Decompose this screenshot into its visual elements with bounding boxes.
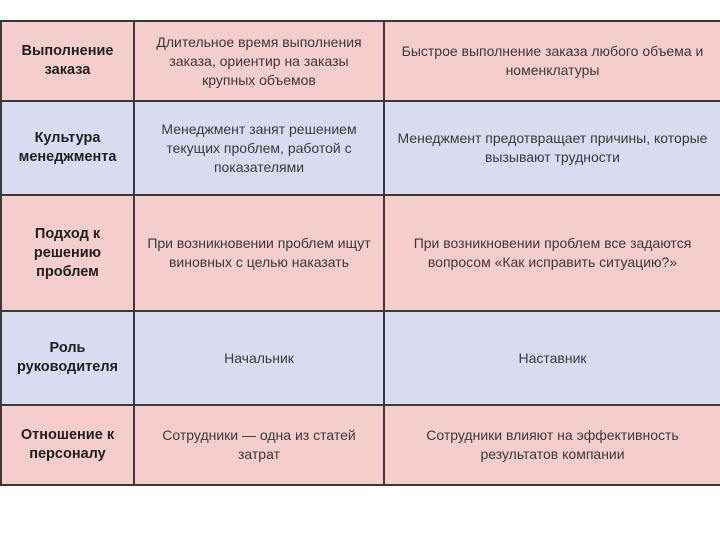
lean-cell: Быстрое выполнение заказа любого объема и номенклатуры [384,21,720,101]
comparison-table [0,20,720,486]
row-label: Культура менеджмента [1,101,134,195]
traditional-cell: Менеджмент занят решением текущих проблем, работой с показателями [134,101,384,195]
table-row [1,405,720,485]
lean-cell: Сотрудники влияют на эффективность результатов компании [384,405,720,485]
traditional-cell: Сотрудники — одна из статей затрат [134,405,384,485]
traditional-cell: При возникновении проблем ищут виновных с целью наказать [134,195,384,311]
row-label: Подход к решению проблем [1,195,134,311]
traditional-cell: Начальник [134,311,384,405]
table-row [1,311,720,405]
lean-cell: Менеджмент предотвращает причины, которые вызывают трудности [384,101,720,195]
table-row [1,195,720,311]
lean-cell: Наставник [384,311,720,405]
row-label: Роль руководителя [1,311,134,405]
table-row [1,21,720,101]
table-row [1,101,720,195]
row-label: Отношение к персоналу [1,405,134,485]
lean-cell: При возникновении проблем все задаются вопросом «Как исправить ситуацию?» [384,195,720,311]
row-label: Выполнение заказа [1,21,134,101]
traditional-cell: Длительное время выполнения заказа, ориентир на заказы крупных объемов [134,21,384,101]
